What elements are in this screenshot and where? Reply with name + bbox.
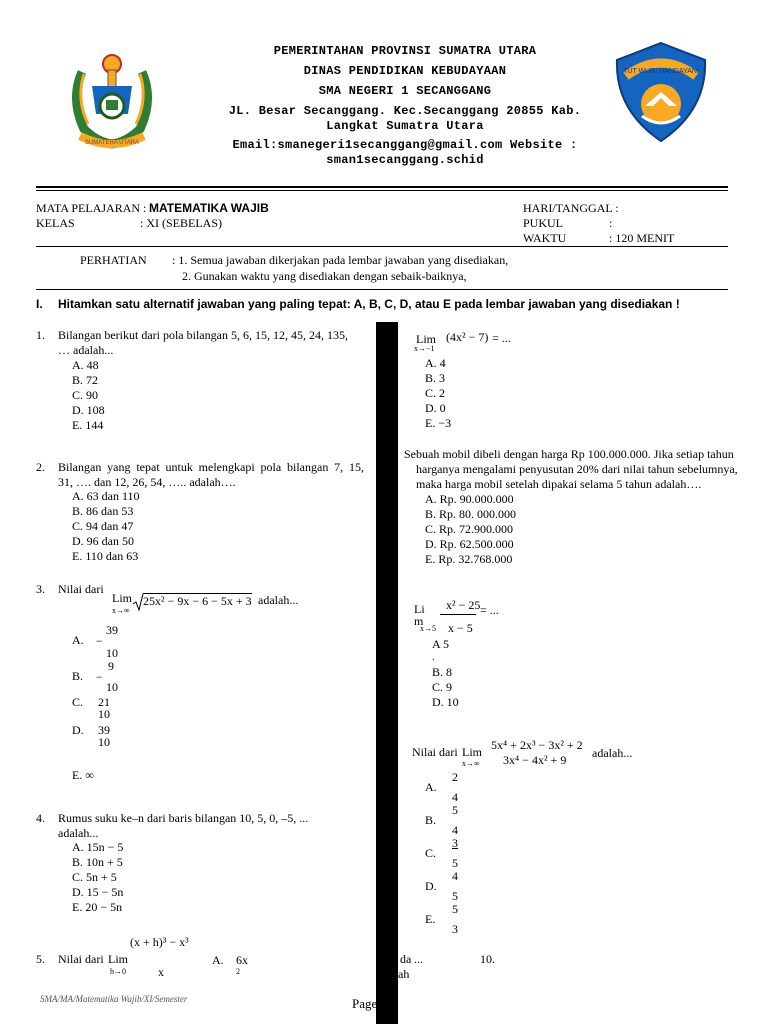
time-label: PUKUL (523, 216, 564, 230)
q9-prefix: Nilai dari (412, 745, 458, 759)
q8-denominator: x − 5 (448, 621, 473, 635)
q6-lim-sub: x→−1 (414, 344, 435, 353)
q8-numerator: x² − 25 (446, 598, 481, 612)
q2-text-line2: 31, …. dan 12, 26, 54, ….. adalah…. (58, 475, 236, 489)
svg-text:TUT WURI HANDAYANI: TUT WURI HANDAYANI (623, 68, 699, 75)
q2-option-c[interactable]: C. 94 dan 47 (72, 519, 134, 533)
q8-option-a[interactable]: A 5 (432, 637, 450, 651)
q3-option-d-num: 39 (98, 723, 110, 737)
q7-option-b[interactable]: B. Rp. 80. 000.000 (425, 507, 517, 521)
q6-suffix: = ... (492, 331, 511, 345)
q9-option-e-num: 5 (452, 902, 458, 916)
q9-option-a-num: 2 (452, 770, 458, 784)
q4-option-e[interactable]: E. 20 − 5n (72, 900, 123, 914)
q8-suffix: = ... (480, 603, 499, 617)
q9-option-d-num: 4 (452, 869, 458, 883)
q3-option-c-den: 10 (98, 707, 110, 721)
q9-option-b-num: 5 (452, 803, 458, 817)
q5-numerator: (x + h)³ − x³ (130, 935, 189, 949)
q3-option-b-den: 10 (106, 680, 118, 694)
q9-option-d-den: 5 (452, 889, 458, 903)
q3-number: 3. (36, 582, 45, 596)
q2-number: 2. (36, 460, 45, 474)
subject-label: MATA PELAJARAN : (36, 201, 147, 215)
q3-lim: Lim (112, 591, 132, 605)
q1-number: 1. (36, 328, 45, 342)
class-label: KELAS (36, 216, 75, 230)
q4-number: 4. (36, 811, 45, 825)
q10-fragment: da (400, 952, 412, 966)
q10-fragment-2: ah (398, 967, 410, 981)
notice-item-1: : 1. Semua jawaban dikerjakan pada lembar jawaban yang disediakan, (172, 253, 509, 267)
q5-lim-sub: h→0 (110, 967, 126, 976)
notice-label: PERHATIAN (80, 253, 147, 267)
provincial-logo (62, 44, 162, 154)
q4-text-line1: Rumus suku ke–n dari baris bilangan 10, 5, 0, –5, ... (58, 811, 309, 825)
q6-option-d[interactable]: D. 0 (425, 401, 446, 415)
header-email: Email:smanegeri1secanggang@gmail.com Website : (232, 138, 578, 152)
section-number: I. (36, 297, 43, 311)
q7-option-e[interactable]: E. Rp. 32.768.000 (425, 552, 513, 566)
q2-option-b[interactable]: B. 86 dan 53 (72, 504, 134, 518)
q2-text-line1: Bilangan yang tepat untuk melengkapi pola bilangan 7, 15, (58, 460, 364, 474)
header-agency: DINAS PENDIDIKAN KEBUDAYAAN (303, 64, 507, 78)
q5-option-a-label[interactable]: A. (212, 953, 224, 967)
q8-lim-part1: Li (414, 602, 425, 616)
q5-number: 5. (36, 952, 45, 966)
q8-option-c[interactable]: C. 9 (432, 680, 453, 694)
q9-numerator: 5x⁴ + 2x³ − 3x² + 2 (491, 738, 583, 752)
q7-option-a[interactable]: A. Rp. 90.000.000 (425, 492, 514, 506)
page-number-footer: Page of (352, 996, 392, 1011)
header-divider-thick (36, 186, 728, 188)
q7-text-line3: maka harga mobil setelah dipakai selama 5 tahun adalah…. (416, 477, 702, 491)
q5-prefix: Nilai dari (58, 952, 104, 966)
q4-option-d[interactable]: D. 15 − 5n (72, 885, 124, 899)
q9-option-b-label[interactable]: B. (425, 813, 437, 827)
q2-option-d[interactable]: D. 96 dan 50 (72, 534, 134, 548)
time-value: : (609, 216, 613, 230)
q3-option-b-label[interactable]: B. (72, 669, 84, 683)
q4-option-b[interactable]: B. 10n + 5 (72, 855, 123, 869)
q4-text-line2: adalah... (58, 826, 99, 840)
header-address-2: Langkat Sumatra Utara (326, 119, 484, 133)
q3-suffix: adalah... (258, 593, 299, 607)
svg-text:SUMATERA UTARA: SUMATERA UTARA (84, 140, 140, 146)
q9-option-e-label[interactable]: E. (425, 912, 436, 926)
header-website: sman1secanggang.schid (326, 153, 484, 167)
q9-option-e-den: 3 (452, 922, 458, 936)
q9-option-d-label[interactable]: D. (425, 879, 437, 893)
q4-option-a[interactable]: A. 15n − 5 (72, 840, 124, 854)
column-divider-bar (376, 322, 398, 1024)
section-instruction: Hitamkan satu alternatif jawaban yang paling tepat: A, B, C, D, atau E pada lembar jawaban yang disediakan ! (58, 297, 680, 311)
header-divider-thin (36, 190, 728, 191)
q7-option-d[interactable]: D. Rp. 62.500.000 (425, 537, 514, 551)
q1-text-line1: Bilangan berikut dari pola bilangan 5, 6, 15, 12, 45, 24, 135, (58, 328, 348, 342)
q9-option-c-label[interactable]: C. (425, 846, 437, 860)
notice-divider (36, 289, 728, 290)
q3-lim-sub: x→∞ (112, 606, 130, 615)
q9-lim: Lim (462, 745, 482, 759)
q8-option-b[interactable]: B. 8 (432, 665, 453, 679)
q5-option-a-sub: 2 (236, 967, 240, 976)
q2-option-e[interactable]: E. 110 dan 63 (72, 549, 139, 563)
q6-option-b[interactable]: B. 3 (425, 371, 446, 385)
q3-option-c-num: 21 (98, 695, 110, 709)
duration-value: : 120 MENIT (609, 231, 675, 245)
q6-expression: (4x² − 7) (446, 330, 489, 344)
subject-value: MATEMATIKA WAJIB (149, 201, 269, 215)
q2-option-a[interactable]: A. 63 dan 110 (72, 489, 140, 503)
q9-option-a-den: 4 (452, 790, 458, 804)
q3-option-b-num: 9 (108, 659, 114, 673)
q9-option-c-den: 5 (452, 856, 458, 870)
q3-option-a-den: 10 (106, 646, 118, 660)
header-address-1: JL. Besar Secanggang. Kec.Secanggang 20855 Kab. (228, 104, 582, 118)
q3-option-e[interactable]: E. ∞ (72, 768, 94, 782)
q3-option-a-num: 39 (106, 623, 118, 637)
q7-text-line1: Sebuah mobil dibeli dengan harga Rp 100.000.000. Jika setiap tahun (404, 447, 734, 461)
header-province: PEMERINTAHAN PROVINSI SUMATRA UTARA (273, 44, 537, 58)
duration-label: WAKTU (523, 231, 567, 245)
q6-option-a[interactable]: A. 4 (425, 356, 446, 370)
q9-option-c-num: 3 (452, 836, 458, 850)
q8-option-d[interactable]: D. 10 (432, 695, 459, 709)
q1-option-e[interactable]: E. 144 (72, 418, 104, 432)
q8-dot: . (432, 652, 435, 663)
q8-lim-part2: m (414, 614, 424, 628)
notice-item-2: 2. Gunakan waktu yang disediakan dengan sebaik-baiknya, (182, 269, 467, 283)
q1-option-d[interactable]: D. 108 (72, 403, 105, 417)
q9-lim-sub: x→∞ (462, 759, 480, 768)
q1-option-a[interactable]: A. 48 (72, 358, 99, 372)
q9-denominator: 3x⁴ − 4x² + 9 (503, 753, 567, 767)
q3-option-a-label[interactable]: A. (72, 633, 84, 647)
q1-text-line2: … adalah... (58, 343, 114, 357)
q3-prefix: Nilai dari (58, 582, 104, 596)
q3-option-d-den: 10 (98, 735, 110, 749)
q6-option-c[interactable]: C. 2 (425, 386, 446, 400)
class-value: : XI (SEBELAS) (140, 216, 222, 230)
q5-denominator: x (158, 965, 164, 979)
q1-option-b[interactable]: B. 72 (72, 373, 99, 387)
q3-option-a-sign: − (96, 634, 103, 648)
day-label: HARI/TANGGAL : (523, 201, 619, 215)
q9-option-b-den: 4 (452, 823, 458, 837)
q3-option-c-label[interactable]: C. (72, 695, 84, 709)
q5-lim: Lim (108, 952, 128, 966)
q10-dots: ... (414, 952, 423, 966)
q10-number: 10. (480, 952, 495, 966)
q9-option-a-label[interactable]: A. (425, 780, 437, 794)
page-footer-left: SMA/MA/Matematika Wajib/XI/Semester (40, 994, 188, 1004)
q6-option-e[interactable]: E. −3 (425, 416, 452, 430)
q7-text-line2: harganya mengalami penyusutan 20% dari nilai tahun sebelumnya, (416, 462, 738, 476)
q5-option-a-value: 6x (236, 953, 248, 967)
q3-expression: 25x² − 9x − 6 − 5x + 3 (143, 594, 252, 608)
q3-option-b-sign: − (96, 670, 103, 684)
q7-option-c[interactable]: C. Rp. 72.900.000 (425, 522, 514, 536)
q6-lim: Lim (416, 332, 436, 346)
q8-lim-sub: x→5 (420, 624, 436, 633)
q1-option-c[interactable]: C. 90 (72, 388, 99, 402)
q4-option-c[interactable]: C. 5n + 5 (72, 870, 117, 884)
q9-suffix: adalah... (592, 746, 633, 760)
meta-divider (36, 246, 728, 247)
header-school: SMA NEGERI 1 SECANGGANG (318, 84, 492, 98)
q8-fraction-bar (440, 614, 476, 615)
q3-option-d-label[interactable]: D. (72, 723, 84, 737)
